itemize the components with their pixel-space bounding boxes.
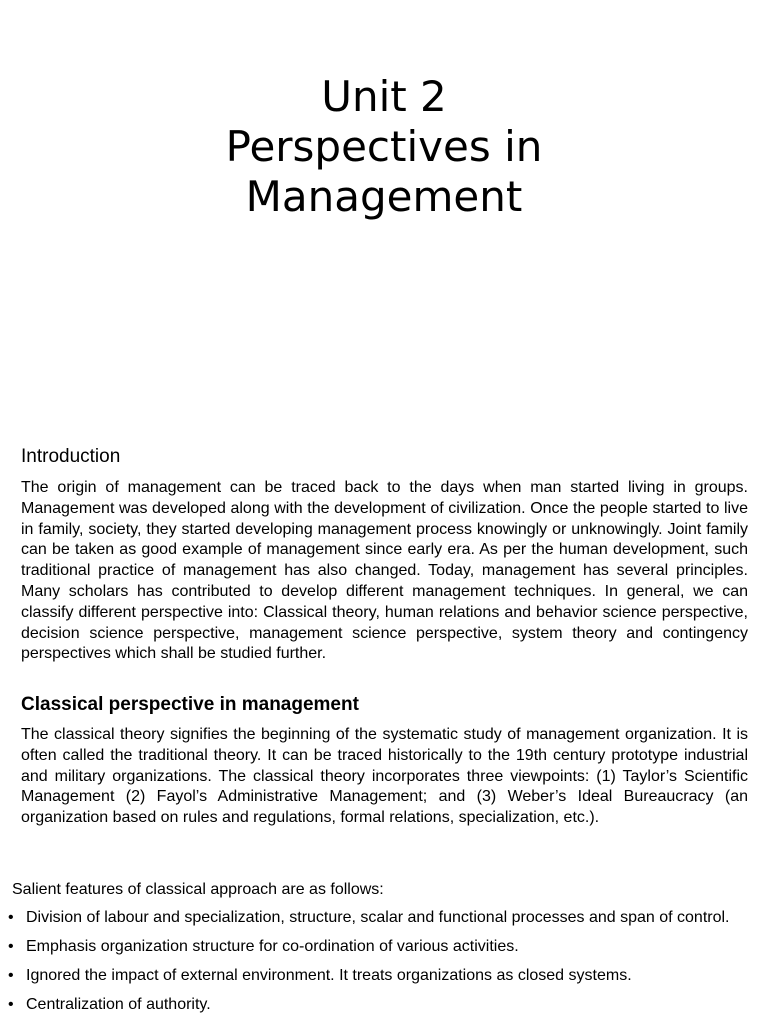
list-item — [8, 965, 752, 986]
title-line-management: Management — [245, 172, 523, 221]
features-intro-text: Salient features of classical approach are as follows: — [12, 881, 384, 898]
list-item — [8, 907, 752, 928]
classical-perspective-paragraph: The classical theory signifies the beginning of the systematic study of management organization. It is often called the traditional theory. It can be traced historically to the 19th century prototype industrial and military organizations. The classical theory incorporates three viewpoints: (1) Taylor’s Scientific Management (2) Fayol’s Administrative Management; and (3) Weber’s Ideal Bureaucracy (an organization based on rules and regulations, formal relations, specialization, etc.). — [21, 726, 748, 827]
bullet-icon: • — [8, 996, 14, 1013]
list-item — [8, 936, 752, 957]
bullet-icon: • — [8, 938, 14, 955]
page-title — [0, 72, 768, 222]
title-line-perspectives: Perspectives in — [225, 122, 543, 171]
title-line-unit: Unit 2 — [321, 72, 447, 121]
list-item-text: Centralization of authority. — [26, 996, 211, 1013]
bullet-icon: • — [8, 909, 14, 926]
list-item-text: Ignored the impact of external environment. It treats organizations as closed systems. — [26, 967, 632, 984]
classical-perspective-heading: Classical perspective in management — [21, 694, 359, 715]
list-item-text: Division of labour and specialization, structure, scalar and functional processes and span of control. — [26, 909, 730, 926]
features-list — [8, 907, 752, 1023]
list-item-text: Emphasis organization structure for co-ordination of various activities. — [26, 938, 519, 955]
introduction-heading: Introduction — [21, 446, 121, 467]
list-item — [8, 994, 752, 1015]
introduction-paragraph: The origin of management can be traced back to the days when man started living in groups. Management was developed along with the development of civilization. Once the people started to live in family, society, they started developing management process knowingly or unknowingly. Joint family can be taken as good example of management since early era. As per the human development, such traditional practice of management has also changed. Today, management has several principles. Many scholars has contributed to develop different management techniques. In general, we can classify different perspective into: Classical theory, human relations and behavior science perspective, decision science perspective, management science perspective, system theory and contingency perspectives which shall be studied further. — [21, 479, 748, 663]
bullet-icon: • — [8, 967, 14, 984]
